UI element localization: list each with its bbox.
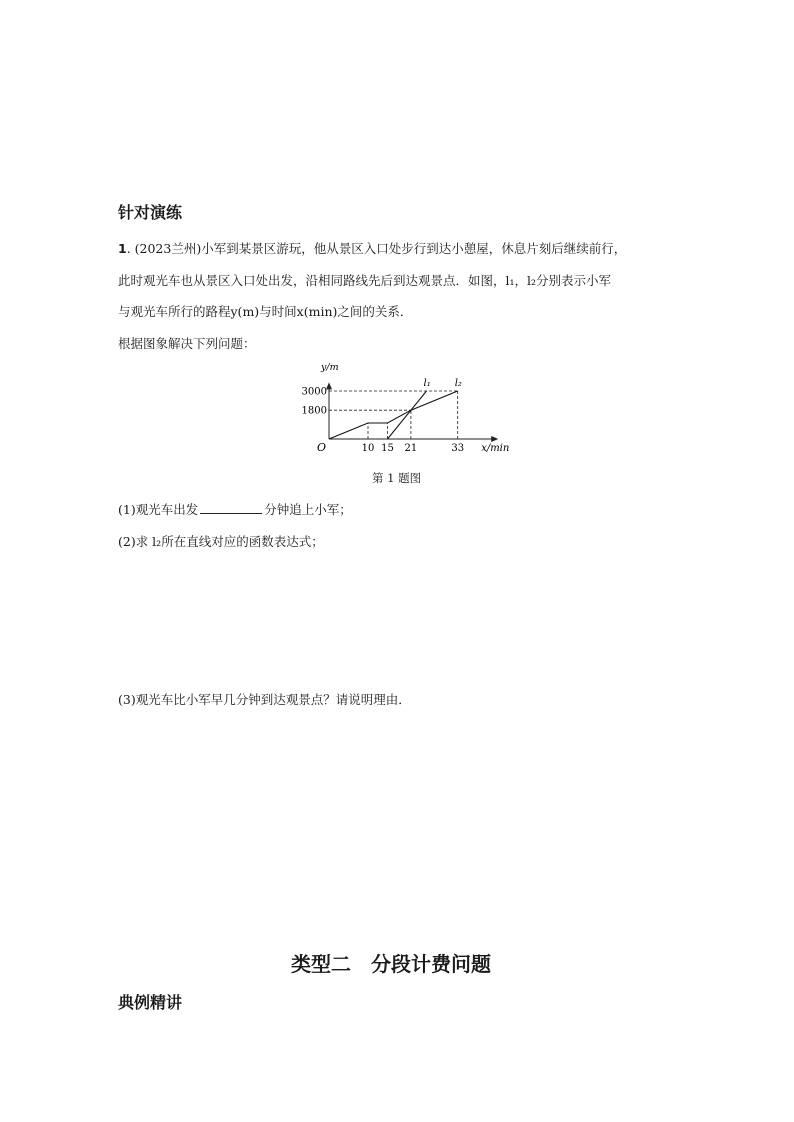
x-tick-15: 15: [381, 443, 394, 454]
distance-time-chart: [301, 360, 510, 460]
type-title: 类型二 分段计费问题: [291, 952, 491, 976]
x-tick-21: 21: [404, 443, 418, 454]
question-3: (3)观光车比小军早几分钟到达观景点？请说明理由．: [118, 692, 411, 707]
answer-blank[interactable]: [200, 501, 262, 514]
problem-line-3: 与观光车所行的路程y(m)与时间x(min)之间的关系．: [118, 304, 413, 319]
question-2: (2)求 l₂所在直线对应的函数表达式；: [118, 534, 324, 549]
problem-statement: [118, 233, 683, 359]
y-axis-label: y/m: [321, 362, 339, 373]
x-tick-10: 10: [361, 443, 375, 454]
example-heading: 典例精讲: [118, 993, 183, 1012]
x-tick-33: 33: [451, 443, 465, 454]
origin-label: O: [317, 441, 327, 454]
problem-line-1: 1. (2023兰州)小军到某景区游玩，他从景区入口处步行到达小憩屋，休息片刻后继续前行，: [118, 241, 627, 256]
series-label-1: l₁: [423, 378, 431, 389]
x-axis-label: x/min: [481, 443, 510, 454]
problem-number: 1: [118, 241, 127, 256]
problem-line-2: 此时观光车也从景区入口处出发，沿相同路线先后到达观景点．如图，l₁，l₂分别表示小军: [118, 272, 612, 288]
y-tick-1800: 1800: [301, 405, 327, 417]
series-line-1: [388, 391, 427, 439]
y-tick-3000: 3000: [301, 386, 327, 398]
series-label-2: l₂: [454, 378, 462, 389]
figure-caption: 第 1 题图: [372, 471, 422, 485]
question-1: (1)观光车出发 分钟追上小军；: [118, 502, 352, 517]
section-heading: 针对演练: [118, 203, 183, 222]
problem-intro: 根据图象解决下列问题：: [118, 335, 256, 351]
